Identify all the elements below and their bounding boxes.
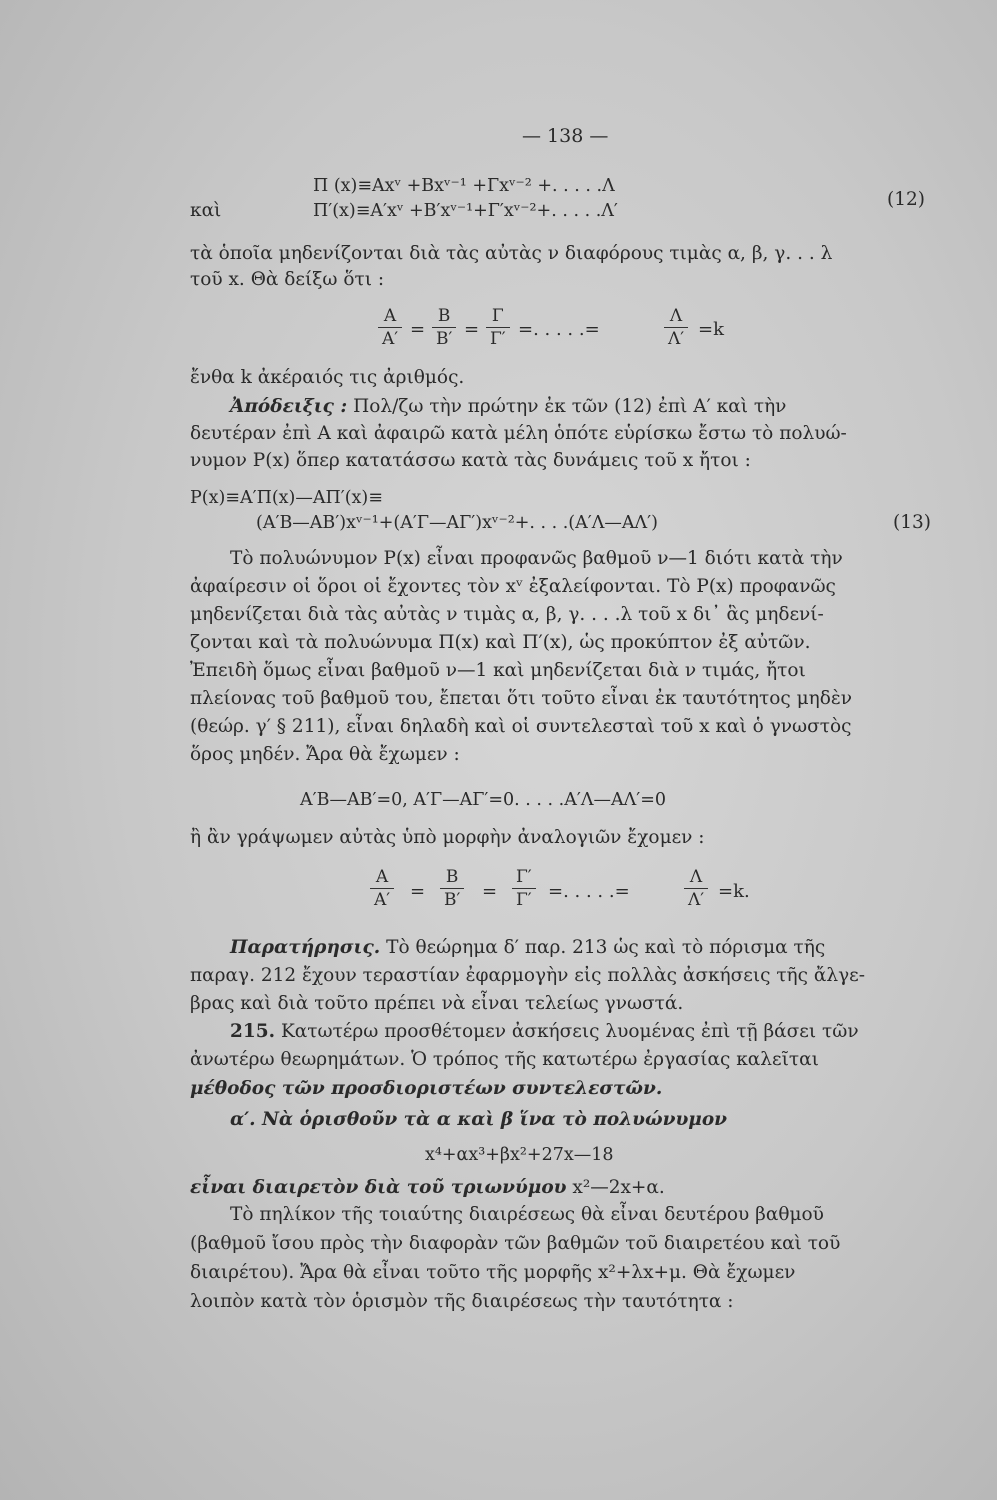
fraction-g-2: $\frac{\Gamma'}{\Gamma'}$ — [512, 866, 536, 911]
paragraph-3-line-8: ὅρος μηδέν. Ἄρα θὰ ἔχωμεν : — [190, 744, 460, 765]
paragraph-3-line-6: πλείονας τοῦ βαθμοῦ του, ἔπεται ὅτι τοῦτο εἶναι ἐκ ταυτότητος μηδὲν — [190, 688, 853, 709]
exercise-polynomial: x⁴+αx³+βx²+27x—18 — [425, 1145, 614, 1165]
page-number: — 138 — — [522, 125, 609, 147]
paragraph-3-line-7: (θεώρ. γ′ § 211), εἶναι δηλαδὴ καὶ οἱ συντελεσταὶ τοῦ x καὶ ὁ γνωστὸς — [190, 716, 852, 737]
remark-line-2: παραγ. 212 ἔχουν τεραστίαν ἐφαρμογὴν εἰς πολλὰς ἀσκήσεις τῆς ἄλγε- — [190, 965, 865, 986]
paragraph-2: ἔνθα k ἀκέραιός τις ἀριθμός. — [190, 367, 465, 388]
method-name: μέθοδος τῶν προσδιοριστέων συντελεστῶν. — [190, 1078, 663, 1099]
equation-13-label: (13) — [893, 512, 931, 533]
equation-12-label: (12) — [887, 189, 925, 210]
fraction-a: $\frac{A}{A'}$ — [378, 305, 402, 350]
book-page: — 138 — Π (x)≡Axᵛ +Bxᵛ⁻¹ +Γxᵛ⁻² +. . . . .Λ καὶ Π′(x)≡A′xᵛ +B′xᵛ⁻¹+Γ′xᵛ⁻²+. . . . .Λ′ (12) τὰ ὁποῖα μηδενίζονται διὰ τὰς αὐτὰς ν διαφόρους τιμὰς α, β, γ. . . λ τοῦ x. Θὰ δείξω ὅτι : $\frac{A}{A'}$ = $\frac{B}{B'}$ = $\frac{\Gamma}{\Gamma'}$ =. . . . .= $\frac{\Lambda}{\Lambda'}$ =k ἔνθα k ἀκέραιός τις ἀριθμός. Ἀπόδειξις : Πολ/ζω τὴν πρώτην ἐκ τῶν (12) ἐπὶ A′ καὶ τὴν δευτέραν ἐπὶ A καὶ ἀφαιρῶ κατὰ μέλη ὁπότε εὑρίσκω ἔστω τὸ πολυώ- νυμον P(x) ὅπερ κατατάσσω κατὰ τὰς δυνάμεις τοῦ x ἤτοι : P(x)≡A′Π(x)—AΠ′(x)≡ (A′B—AB′)xᵛ⁻¹+(A′Γ—AΓ′)xᵛ⁻²+. . . .(A′Λ—AΛ′) (13) Τὸ πολυώνυμον P(x) εἶναι προφανῶς βαθμοῦ ν—1 διότι κατὰ τὴν ἀφαίρεσιν οἱ ὅροι οἱ ἔχοντες τὸν xᵛ ἐξαλείφονται. Τὸ P(x) προφανῶς μηδενίζεται διὰ τὰς αὐτὰς ν τιμὰς α, β, γ. . . .λ τοῦ x δι᾽ ἃς μηδενί- ζονται καὶ τὰ πολυώνυμα Π(x) καὶ Π′(x), ὡς προκύπτον ἐξ αὐτῶν. Ἐπειδὴ ὅμως εἶναι βαθμοῦ ν—1 καὶ μηδενίζεται διὰ ν τιμάς, ἤτοι πλείονας τοῦ βαθμοῦ του, ἔπεται ὅτι τοῦτο εἶναι ἐκ ταυτότητος μηδὲν (θεώρ. γ′ § 211), εἶναι δηλαδὴ καὶ οἱ συντελεσταὶ τοῦ x καὶ ὁ γνωστὸς ὅρος μηδέν. Ἄρα θὰ ἔχωμεν : A′B—AB′=0, A′Γ—AΓ′=0. . . . .A′Λ—AΛ′=0 ἢ ἂν γράψωμεν αὐτὰς ὑπὸ μορφὴν ἀναλογιῶν ἔχομεν : $\frac{A}{A'}$ = $\frac{B}{B'}$ = $\frac{\Gamma'}{\Gamma'}$ =. . . . .= $\frac{\Lambda}{\Lambda'}$ =k. Παρατήρησις. Τὸ θεώρημα δ′ παρ. 213 ὡς καὶ τὸ πόρισμα τῆς παραγ. 212 ἔχουν τεραστίαν ἐφαρμογὴν εἰς πολλὰς ἀσκήσεις τῆς ἄλγε- βρας καὶ διὰ τοῦτο πρέπει νὰ εἶναι τελείως γνωστά. 215. Κατωτέρω προσθέτομεν ἀσκήσεις λυομένας ἐπὶ τῇ βάσει τῶν ἀνωτέρω θεωρημάτων. Ὁ τρόπος τῆς κατωτέρω ἐργασίας καλεῖται μέθοδος τῶν προσδιοριστέων συντελεστῶν. α′. Νὰ ὁρισθοῦν τὰ α καὶ β ἵνα τὸ πολυώνυμον x⁴+αx³+βx²+27x—18 εἶναι διαιρετὸν διὰ τοῦ τριωνύμου x²—2x+α. Τὸ πηλίκον τῆς τοιαύτης διαιρέσεως θὰ εἶναι δευτέρου βαθμοῦ (βαθμοῦ ἴσου πρὸς τὴν διαφορὰν τῶν βαθμῶν τοῦ διαιρετέου καὶ τοῦ διαιρέτου). Ἄρα θὰ εἶναι τοῦτο τῆς μορφῆς x²+λx+μ. Θὰ ἔχωμεν λοιπὸν κατὰ τὸν ὁρισμὸν τῆς διαιρέσεως τὴν ταυτότητα : — [0, 0, 997, 1500]
section-number: 215. — [230, 1021, 276, 1042]
fraction-l: $\frac{\Lambda}{\Lambda'}$ — [664, 305, 688, 350]
proof-label: Ἀπόδειξις : — [230, 396, 348, 417]
equation-12-kai: καὶ — [190, 200, 222, 221]
exercise-line-2: εἶναι διαιρετὸν διὰ τοῦ τριωνύμου x²—2x+α. — [190, 1177, 665, 1198]
paragraph-5-line-4: λοιπὸν κατὰ τὸν ὁρισμὸν τῆς διαιρέσεως τὴν ταυτότητα : — [190, 1291, 734, 1312]
section-215-line-2: ἀνωτέρω θεωρημάτων. Ὁ τρόπος τῆς κατωτέρω ἐργασίας καλεῖται — [190, 1049, 819, 1070]
paragraph-3-line-5: Ἐπειδὴ ὅμως εἶναι βαθμοῦ ν—1 καὶ μηδενίζεται διὰ ν τιμάς, ἤτοι — [190, 660, 806, 681]
proof-line-2: δευτέραν ἐπὶ A καὶ ἀφαιρῶ κατὰ μέλη ὁπότε εὑρίσκω ἔστω τὸ πολυώ- — [190, 423, 847, 444]
remark-line-3: βρας καὶ διὰ τοῦτο πρέπει νὰ εἶναι τελείως γνωστά. — [190, 993, 684, 1014]
paragraph-5-line-1: Τὸ πηλίκον τῆς τοιαύτης διαιρέσεως θὰ εἶναι δευτέρου βαθμοῦ — [230, 1204, 824, 1225]
equation-13-line-2: (A′B—AB′)xᵛ⁻¹+(A′Γ—AΓ′)xᵛ⁻²+. . . .(A′Λ—AΛ′) — [256, 513, 658, 533]
fraction-b: $\frac{B}{B'}$ — [432, 305, 456, 350]
paragraph-3-line-3: μηδενίζεται διὰ τὰς αὐτὰς ν τιμὰς α, β, γ. . . .λ τοῦ x δι᾽ ἃς μηδενί- — [190, 604, 824, 625]
remark-label: Παρατήρησις. — [230, 937, 381, 958]
proof-line-1: Ἀπόδειξις : Πολ/ζω τὴν πρώτην ἐκ τῶν (12) ἐπὶ A′ καὶ τὴν — [230, 396, 787, 417]
section-215-line-1: 215. Κατωτέρω προσθέτομεν ἀσκήσεις λυομένας ἐπὶ τῇ βάσει τῶν — [230, 1021, 859, 1042]
fraction-a-2: $\frac{A}{A'}$ — [370, 866, 394, 911]
paragraph-4: ἢ ἂν γράψωμεν αὐτὰς ὑπὸ μορφὴν ἀναλογιῶν ἔχομεν : — [190, 827, 705, 848]
paragraph-3-line-1: Τὸ πολυώνυμον P(x) εἶναι προφανῶς βαθμοῦ ν—1 διότι κατὰ τὴν — [230, 548, 843, 569]
paragraph-3-line-4: ζονται καὶ τὰ πολυώνυμα Π(x) καὶ Π′(x), ὡς προκύπτον ἐξ αὐτῶν. — [190, 632, 811, 653]
fraction-b-2: $\frac{B}{B'}$ — [440, 866, 464, 911]
fraction-l-2: $\frac{\Lambda}{\Lambda'}$ — [684, 866, 708, 911]
equations-zero: A′B—AB′=0, A′Γ—AΓ′=0. . . . .A′Λ—AΛ′=0 — [300, 790, 667, 810]
remark-line-1: Παρατήρησις. Τὸ θεώρημα δ′ παρ. 213 ὡς καὶ τὸ πόρισμα τῆς — [230, 937, 826, 958]
paragraph-3-line-2: ἀφαίρεσιν οἱ ὅροι οἱ ἔχοντες τὸν xᵛ ἐξαλείφονται. Τὸ P(x) προφανῶς — [190, 576, 836, 597]
equation-13-line-1: P(x)≡A′Π(x)—AΠ′(x)≡ — [190, 488, 383, 508]
fraction-g: $\frac{\Gamma}{\Gamma'}$ — [486, 305, 510, 350]
exercise-heading: α′. Νὰ ὁρισθοῦν τὰ α καὶ β ἵνα τὸ πολυώνυμον — [230, 1109, 728, 1130]
proof-line-3: νυμον P(x) ὅπερ κατατάσσω κατὰ τὰς δυνάμεις τοῦ x ἤτοι : — [190, 450, 751, 471]
paragraph-1-line-2: τοῦ x. Θὰ δείξω ὅτι : — [190, 269, 385, 290]
paragraph-5-line-3: διαιρέτου). Ἄρα θὰ εἶναι τοῦτο τῆς μορφῆς x²+λx+μ. Θὰ ἔχωμεν — [190, 1262, 796, 1283]
equation-12-line-1: Π (x)≡Axᵛ +Bxᵛ⁻¹ +Γxᵛ⁻² +. . . . .Λ — [313, 176, 615, 196]
paragraph-1-line-1: τὰ ὁποῖα μηδενίζονται διὰ τὰς αὐτὰς ν διαφόρους τιμὰς α, β, γ. . . λ — [190, 243, 833, 264]
paragraph-5-line-2: (βαθμοῦ ἴσου πρὸς τὴν διαφορὰν τῶν βαθμῶν τοῦ διαιρετέου καὶ τοῦ — [190, 1233, 841, 1254]
equation-12-line-2: Π′(x)≡A′xᵛ +B′xᵛ⁻¹+Γ′xᵛ⁻²+. . . . .Λ′ — [313, 201, 618, 221]
